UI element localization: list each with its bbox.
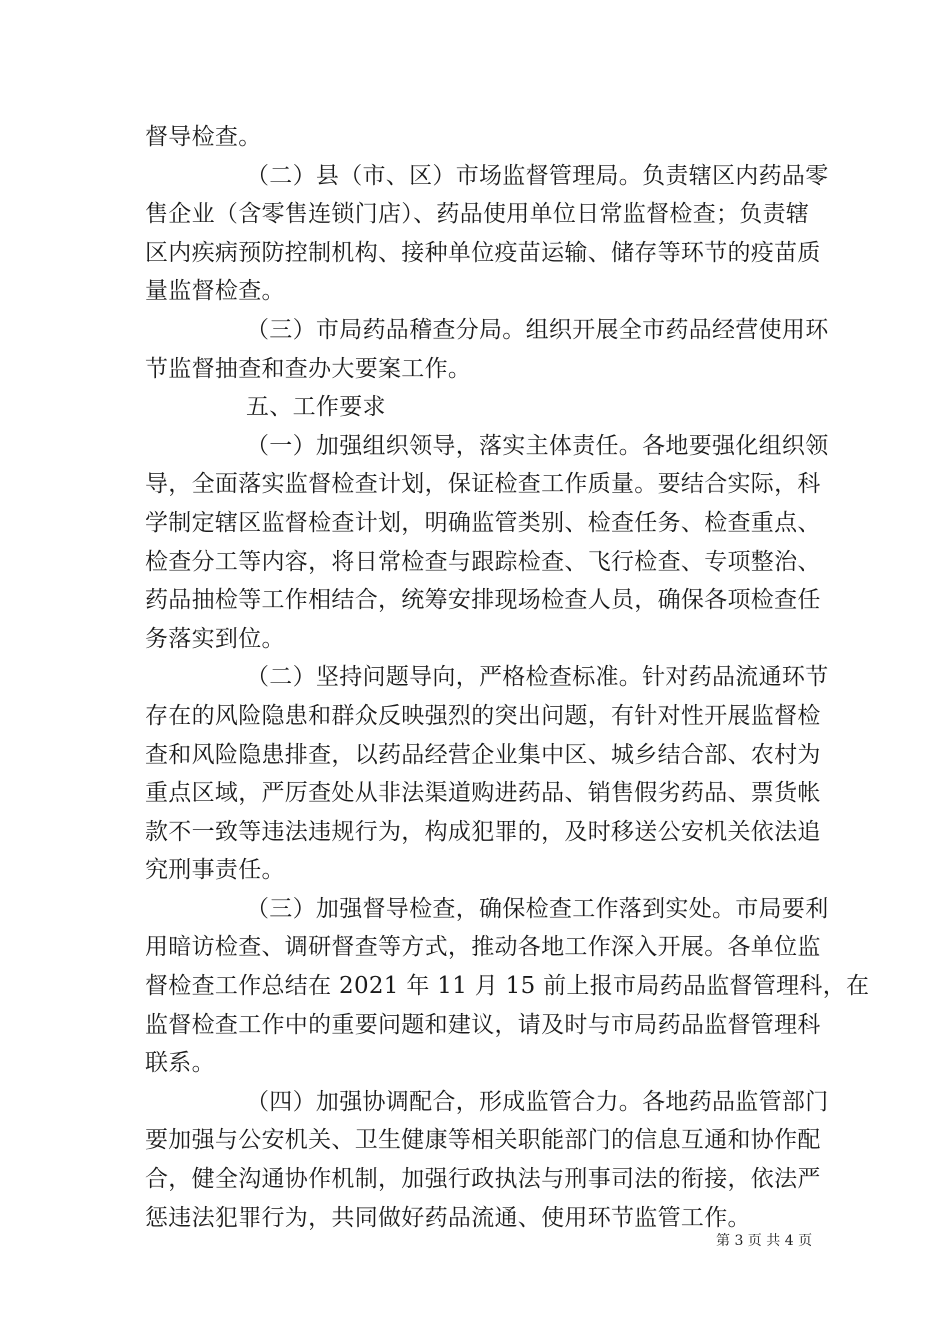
text-line: （四）加强协调配合，形成监管合力。各地药品监管部门: [246, 1088, 829, 1115]
text-line: 合，健全沟通协作机制，加强行政执法与刑事司法的衔接，依法严: [145, 1166, 821, 1193]
text-line: 药品抽检等工作相结合，统筹安排现场检查人员，确保各项检查任: [145, 587, 821, 614]
text-line: 量监督检查。: [145, 278, 285, 305]
text-line: 务落实到位。: [145, 625, 285, 652]
text-line: 查和风险隐患排查，以药品经营企业集中区、城乡结合部、农村为: [145, 741, 821, 768]
text-line: 售企业（含零售连锁门店）、药品使用单位日常监督检查；负责辖: [145, 201, 810, 228]
text-line: 督导检查。: [145, 124, 262, 150]
text-line: 存在的风险隐患和群众反映强烈的突出问题，有针对性开展监督检: [145, 702, 821, 729]
text-line: 督检查工作总结在 2021 年 11 月 15 前上报市局药品监督管理科，在: [145, 973, 870, 1000]
text-line: 重点区域，严厉查处从非法渠道购进药品、销售假劣药品、票货帐: [145, 780, 821, 807]
text-line: （一）加强组织领导，落实主体责任。各地要强化组织领: [246, 432, 829, 459]
text-line: （二）坚持问题导向，严格检查标准。针对药品流通环节: [246, 664, 829, 691]
text-line: 区内疾病预防控制机构、接种单位疫苗运输、储存等环节的疫苗质: [145, 239, 821, 266]
text-line: （三）市局药品稽查分局。组织开展全市药品经营使用环: [246, 316, 829, 343]
text-line: 导，全面落实监督检查计划，保证检查工作质量。要结合实际，科: [145, 471, 821, 498]
text-line: 款不一致等违法违规行为，构成犯罪的，及时移送公安机关依法追: [145, 818, 821, 845]
text-line: 要加强与公安机关、卫生健康等相关职能部门的信息互通和协作配: [145, 1127, 821, 1154]
page-number: 第 3 页 共 4 页: [716, 1233, 813, 1249]
text-line: 究刑事责任。: [145, 857, 285, 884]
text-line: 用暗访检查、调研督查等方式，推动各地工作深入开展。各单位监: [145, 934, 821, 961]
text-line: （二）县（市、区）市场监督管理局。负责辖区内药品零: [246, 162, 829, 189]
text-line: （三）加强督导检查，确保检查工作落到实处。市局要利: [246, 895, 829, 922]
text-line: 联系。: [145, 1050, 215, 1077]
section-heading: 五、工作要求: [246, 394, 386, 421]
text-line: 学制定辖区监督检查计划，明确监管类别、检查任务、检查重点、: [145, 509, 821, 536]
text-line: 节监督抽查和查办大要案工作。: [145, 355, 472, 382]
text-line: 检查分工等内容，将日常检查与跟踪检查、飞行检查、专项整治、: [145, 548, 821, 575]
text-line: 惩违法犯罪行为，共同做好药品流通、使用环节监管工作。: [145, 1204, 751, 1231]
document-body: [145, 118, 870, 1237]
text-line: 监督检查工作中的重要问题和建议，请及时与市局药品监督管理科: [145, 1011, 821, 1038]
